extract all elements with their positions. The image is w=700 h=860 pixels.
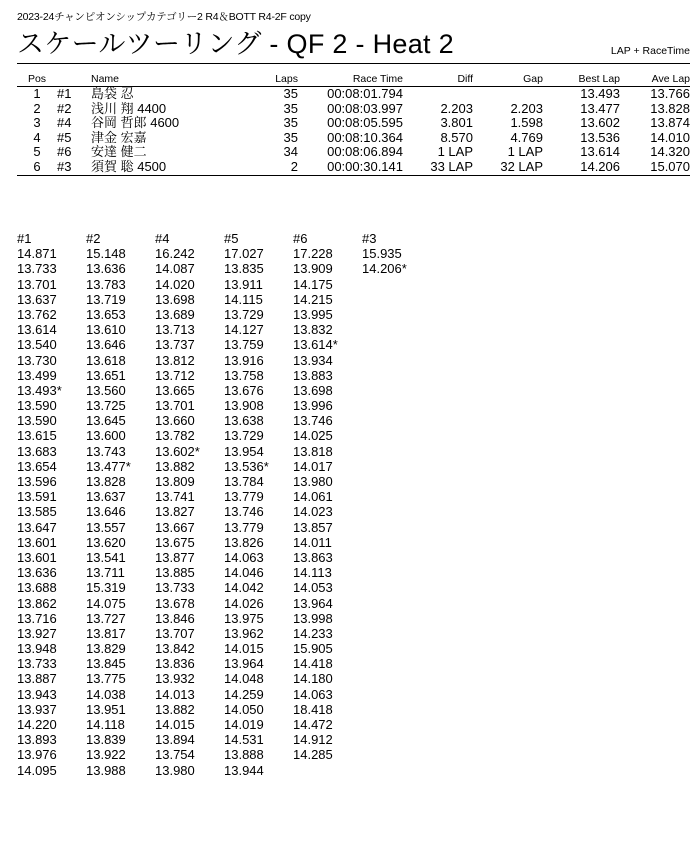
- lap-time: 14.011: [293, 534, 332, 550]
- lap-time: 13.882: [155, 701, 195, 717]
- lap-time: 14.017: [293, 458, 333, 474]
- lap-time: 14.113: [293, 565, 332, 581]
- lap-time: 13.775: [86, 671, 126, 687]
- lap-time: 13.826: [224, 534, 264, 550]
- lap-time: 13.746: [293, 413, 333, 429]
- col-avelap-header: Ave Lap: [651, 73, 690, 85]
- lap-time: 13.746: [224, 504, 264, 520]
- lap-time: 13.651: [86, 367, 126, 383]
- gap-cell: 1.598: [510, 115, 543, 131]
- lap-time: 13.883: [293, 367, 333, 383]
- lap-time: 13.783: [86, 276, 126, 292]
- lap-time: 13.988: [86, 762, 126, 778]
- pos-cell: 4: [33, 129, 41, 145]
- lap-time: 13.493*: [17, 382, 62, 398]
- lap-time: 13.637: [86, 489, 126, 505]
- lap-time: 13.827: [155, 504, 195, 520]
- lap-time: 13.842: [155, 641, 195, 657]
- lap-column-header: #6: [293, 231, 308, 246]
- col-num-header: [57, 72, 91, 87]
- lap-time: 13.922: [86, 747, 126, 763]
- lap-time: 14.259: [224, 686, 264, 702]
- best-lap-cell: 13.493: [580, 86, 620, 101]
- lap-time: 13.759: [224, 337, 264, 353]
- lap-time: 13.832: [293, 322, 333, 338]
- lap-time: 13.758: [224, 367, 264, 383]
- lap-time: 13.779: [224, 489, 264, 505]
- lap-time: 14.472: [293, 717, 333, 732]
- lap-time: 13.477*: [86, 458, 131, 474]
- car-number-cell: #6: [57, 144, 72, 160]
- lap-time: 13.647: [17, 519, 57, 535]
- lap-time: 13.829: [86, 641, 126, 657]
- results-row: [17, 102, 690, 117]
- lap-time: 14.531: [224, 732, 264, 748]
- lap-time: 13.980: [293, 474, 333, 489]
- lap-time: 13.996: [293, 398, 333, 414]
- lap-time: 14.215: [293, 291, 333, 307]
- car-number-cell: #5: [57, 129, 72, 145]
- lap-time: 13.698: [155, 291, 195, 307]
- lap-time: 14.038: [86, 686, 126, 702]
- results-row: [17, 131, 690, 146]
- lap-time: 13.646: [86, 337, 126, 353]
- lap-time: 13.863: [293, 549, 333, 565]
- pos-cell: 2: [33, 100, 41, 116]
- lap-time: 13.675: [155, 534, 195, 550]
- ave-lap-cell: 13.874: [650, 115, 690, 131]
- lap-time: 13.590: [17, 413, 57, 429]
- lap-time: 13.962: [224, 625, 264, 641]
- lap-time: 18.418: [293, 701, 333, 717]
- lap-time: 13.975: [224, 610, 264, 626]
- driver-name-cell: 津金 宏嘉: [91, 129, 147, 145]
- results-row: [17, 116, 690, 131]
- race-time-cell: 00:08:06.894: [327, 144, 403, 160]
- lap-time: 13.934: [293, 352, 333, 368]
- best-lap-cell: 13.602: [580, 115, 620, 131]
- lap-time: 13.638: [224, 413, 264, 429]
- event-subtitle: 2023-24チャンピオンシップカテゴリー2 R4＆BOTT R4-2F copy: [17, 11, 311, 23]
- car-number-cell: #2: [57, 100, 72, 116]
- lap-time: 13.585: [17, 504, 57, 520]
- report-type-label: LAP + RaceTime: [610, 45, 690, 57]
- col-name-header: Name: [91, 73, 120, 85]
- lap-time: 13.733: [155, 580, 195, 596]
- page-title: スケールツーリング - QF 2 - Heat 2: [17, 29, 454, 59]
- lap-time: 14.115: [224, 291, 263, 307]
- diff-cell: 3.801: [440, 115, 473, 131]
- lap-time: 13.743: [86, 443, 126, 459]
- driver-name-cell: 谷岡 哲郎 4600: [91, 115, 180, 131]
- lap-time: 13.857: [293, 519, 333, 535]
- lap-time: 13.602*: [155, 443, 200, 459]
- car-number-cell: #4: [57, 115, 72, 131]
- lap-time: 13.944: [224, 762, 264, 778]
- lap-time: 13.762: [17, 306, 57, 322]
- best-lap-cell: 14.206: [580, 158, 620, 174]
- lap-time: 14.023: [293, 504, 333, 520]
- lap-time: 13.754: [155, 747, 195, 763]
- results-header-row: [17, 72, 690, 87]
- lap-time: 13.730: [17, 352, 57, 368]
- lap-time: 14.063: [293, 686, 333, 702]
- lap-time: 14.026: [224, 595, 264, 611]
- lap-time: 13.877: [155, 549, 195, 565]
- lap-time: 15.905: [293, 641, 333, 657]
- driver-name-cell: 島袋 忍: [91, 86, 134, 101]
- race-time-cell: 00:00:30.141: [327, 158, 403, 174]
- lap-time: 13.499: [17, 367, 57, 383]
- lap-time: 13.835: [224, 261, 264, 277]
- results-table: [17, 72, 690, 176]
- lap-time: 13.645: [86, 413, 126, 429]
- lap-time: 13.637: [17, 291, 57, 307]
- lap-time: 14.118: [86, 717, 125, 732]
- lap-time: 13.733: [17, 261, 57, 277]
- diff-cell: 2.203: [440, 100, 473, 116]
- lap-time: 13.557: [86, 519, 126, 535]
- lap-time: 13.995: [293, 306, 333, 322]
- lap-time: 13.998: [293, 610, 333, 626]
- lap-time: 13.653: [86, 306, 126, 322]
- lap-time: 13.809: [155, 474, 195, 489]
- lap-time: 14.048: [224, 671, 264, 687]
- ave-lap-cell: 15.070: [650, 158, 690, 174]
- lap-time: 14.019: [224, 717, 264, 732]
- lap-time: 13.701: [155, 398, 195, 414]
- lap-time: 13.560: [86, 382, 126, 398]
- lap-time: 13.888: [224, 747, 264, 763]
- lap-time: 13.591: [17, 489, 57, 505]
- lap-time: 13.828: [86, 474, 126, 489]
- lap-time: 14.046: [224, 565, 264, 581]
- lap-time: 13.976: [17, 747, 57, 763]
- lap-time: 13.943: [17, 686, 57, 702]
- lap-time: 13.964: [293, 595, 333, 611]
- laps-cell: 35: [283, 100, 298, 116]
- lap-time: 13.779: [224, 519, 264, 535]
- results-row: [17, 87, 690, 102]
- lap-time: 14.063: [224, 549, 264, 565]
- lap-time: 13.729: [224, 428, 264, 444]
- driver-name-cell: 安達 健二: [91, 144, 147, 160]
- lap-time: 17.027: [224, 246, 264, 262]
- gap-cell: 2.203: [510, 100, 543, 116]
- lap-time: 13.916: [224, 352, 264, 368]
- lap-time: 13.882: [155, 458, 195, 474]
- lap-time: 14.127: [224, 322, 264, 338]
- lap-time: 13.818: [293, 443, 333, 459]
- laps-cell: 35: [283, 129, 298, 145]
- lap-time: 13.954: [224, 443, 264, 459]
- lap-time: 13.596: [17, 474, 57, 489]
- lap-time: 14.180: [293, 671, 333, 687]
- lap-time: 13.667: [155, 519, 195, 535]
- lap-time: 13.636: [17, 565, 57, 581]
- lap-time: 13.683: [17, 443, 57, 459]
- lap-time: 14.061: [293, 489, 333, 505]
- race-time-cell: 00:08:10.364: [327, 129, 403, 145]
- lap-time: 13.707: [155, 625, 195, 641]
- lap-time: 13.729: [224, 306, 264, 322]
- lap-time: 13.716: [17, 610, 57, 626]
- lap-time: 14.418: [293, 656, 333, 672]
- lap-time: 13.812: [155, 352, 195, 368]
- lap-column-header: #2: [86, 231, 101, 246]
- lap-time: 13.636: [86, 261, 126, 277]
- lap-time: 13.676: [224, 382, 264, 398]
- pos-cell: 3: [33, 115, 41, 131]
- lap-time: 13.711: [86, 565, 125, 581]
- lap-time: 14.015: [224, 641, 264, 657]
- lap-time: 14.053: [293, 580, 333, 596]
- lap-time: 14.013: [155, 686, 195, 702]
- car-number-cell: #1: [57, 86, 72, 101]
- pos-cell: 6: [33, 158, 41, 174]
- lap-time: 13.893: [17, 732, 57, 748]
- race-time-cell: 00:08:05.595: [327, 115, 403, 131]
- lap-time: 13.948: [17, 641, 57, 657]
- lap-time: 13.660: [155, 413, 195, 429]
- results-row: [17, 160, 690, 175]
- best-lap-cell: 13.536: [580, 129, 620, 145]
- lap-time: 17.228: [293, 246, 333, 262]
- lap-time: 13.614: [17, 322, 57, 338]
- lap-time: 13.908: [224, 398, 264, 414]
- diff-cell: 33 LAP: [430, 158, 473, 174]
- col-laps-header: Laps: [275, 73, 298, 85]
- lap-time: 13.620: [86, 534, 126, 550]
- lap-time: 15.148: [86, 246, 126, 262]
- lap-time: 13.678: [155, 595, 195, 611]
- lap-time: 13.782: [155, 428, 195, 444]
- gap-cell: 4.769: [510, 129, 543, 145]
- lap-time: 14.233: [293, 625, 333, 641]
- pos-cell: 5: [33, 144, 41, 160]
- laps-cell: 2: [290, 158, 298, 174]
- lap-time: 13.909: [293, 261, 333, 277]
- diff-cell: 8.570: [440, 129, 473, 145]
- lap-column: [86, 231, 156, 778]
- col-gap-header: Gap: [523, 73, 543, 85]
- lap-time: 13.885: [155, 565, 195, 581]
- driver-name-cell: 須賀 聡 4500: [91, 158, 167, 174]
- lap-time: 14.075: [86, 595, 126, 611]
- lap-time: 14.871: [17, 246, 57, 262]
- results-row: [17, 145, 690, 160]
- lap-time: 13.615: [17, 428, 57, 444]
- lap-time: 13.845: [86, 656, 126, 672]
- diff-cell: 1 LAP: [437, 144, 473, 160]
- lap-time: 13.911: [224, 276, 263, 292]
- col-racetime-header: Race Time: [352, 73, 403, 85]
- lap-time: 16.242: [155, 246, 195, 262]
- lap-time: 13.618: [86, 352, 126, 368]
- lap-time: 13.719: [86, 291, 126, 307]
- lap-time: 14.020: [155, 276, 195, 292]
- lap-time: 13.733: [17, 656, 57, 672]
- lap-time: 13.784: [224, 474, 264, 489]
- lap-time: 13.839: [86, 732, 126, 748]
- lap-time: 13.610: [86, 322, 126, 338]
- col-diff-header: Diff: [457, 73, 473, 85]
- lap-time: 13.741: [155, 489, 195, 505]
- lap-time: 13.601: [17, 549, 57, 565]
- lap-column: [17, 231, 87, 778]
- laps-cell: 35: [283, 86, 298, 101]
- best-lap-cell: 13.477: [580, 100, 620, 116]
- lap-time: 14.025: [293, 428, 333, 444]
- gap-cell: [473, 87, 543, 102]
- lap-column: [155, 231, 225, 778]
- lap-time: 13.541: [86, 549, 126, 565]
- lap-time: 14.175: [293, 276, 333, 292]
- lap-time: 13.701: [17, 276, 57, 292]
- lap-time: 13.927: [17, 625, 57, 641]
- lap-time: 13.836: [155, 656, 195, 672]
- lap-time: 13.688: [17, 580, 57, 596]
- lap-time: 14.050: [224, 701, 264, 717]
- lap-time: 13.980: [155, 762, 195, 778]
- lap-time: 14.285: [293, 747, 333, 763]
- lap-time: 13.654: [17, 458, 57, 474]
- lap-time: 13.590: [17, 398, 57, 414]
- lap-time: 15.319: [86, 580, 126, 596]
- lap-time: 13.698: [293, 382, 333, 398]
- lap-time: 13.727: [86, 610, 126, 626]
- lap-time: 13.887: [17, 671, 57, 687]
- driver-name-cell: 浅川 翔 4400: [91, 100, 167, 116]
- lap-column-header: #5: [224, 231, 239, 246]
- diff-cell: [403, 87, 473, 102]
- ave-lap-cell: 14.320: [650, 144, 690, 160]
- lap-time: 13.951: [86, 701, 126, 717]
- ave-lap-cell: 13.766: [650, 86, 690, 101]
- col-bestlap-header: Best Lap: [578, 73, 620, 85]
- race-time-cell: 00:08:01.794: [327, 86, 403, 101]
- lap-time: 13.725: [86, 398, 126, 414]
- lap-column-header: #4: [155, 231, 170, 246]
- lap-time: 13.713: [155, 322, 195, 338]
- lap-time: 13.614*: [293, 337, 338, 353]
- lap-column: [293, 231, 363, 763]
- lap-time: 14.912: [293, 732, 333, 748]
- lap-time: 14.095: [17, 762, 57, 778]
- lap-time: 13.937: [17, 701, 57, 717]
- car-number-cell: #3: [57, 158, 72, 174]
- lap-time: 13.540: [17, 337, 57, 353]
- ave-lap-cell: 13.828: [650, 100, 690, 116]
- title-divider: [17, 63, 690, 64]
- race-time-cell: 00:08:03.997: [327, 100, 403, 116]
- laps-cell: 35: [283, 115, 298, 131]
- lap-time: 13.846: [155, 610, 195, 626]
- lap-time: 13.862: [17, 595, 57, 611]
- gap-cell: 1 LAP: [507, 144, 543, 160]
- lap-time: 13.600: [86, 428, 126, 444]
- lap-time: 13.712: [155, 367, 195, 383]
- pos-cell: 1: [33, 86, 41, 101]
- lap-time: 13.601: [17, 534, 57, 550]
- lap-time: 13.894: [155, 732, 195, 748]
- lap-column: [362, 231, 432, 277]
- lap-column: [224, 231, 294, 778]
- lap-time: 13.932: [155, 671, 195, 687]
- gap-cell: 32 LAP: [500, 158, 543, 174]
- best-lap-cell: 13.614: [580, 144, 620, 160]
- lap-column-header: #3: [362, 231, 377, 246]
- lap-time: 13.817: [86, 625, 126, 641]
- lap-time: 14.220: [17, 717, 57, 732]
- col-pos-header: Pos: [27, 73, 47, 85]
- lap-time: 13.646: [86, 504, 126, 520]
- lap-time: 14.087: [155, 261, 195, 277]
- lap-column-header: #1: [17, 231, 32, 246]
- lap-time: 15.935: [362, 246, 402, 262]
- lap-time: 13.964: [224, 656, 264, 672]
- lap-time: 13.536*: [224, 458, 269, 474]
- lap-time: 13.665: [155, 382, 195, 398]
- lap-time: 14.042: [224, 580, 264, 596]
- lap-time: 14.015: [155, 717, 195, 732]
- lap-time: 13.737: [155, 337, 195, 353]
- ave-lap-cell: 14.010: [650, 129, 690, 145]
- laps-cell: 34: [283, 144, 298, 160]
- lap-time: 13.689: [155, 306, 195, 322]
- lap-time: 14.206*: [362, 261, 407, 277]
